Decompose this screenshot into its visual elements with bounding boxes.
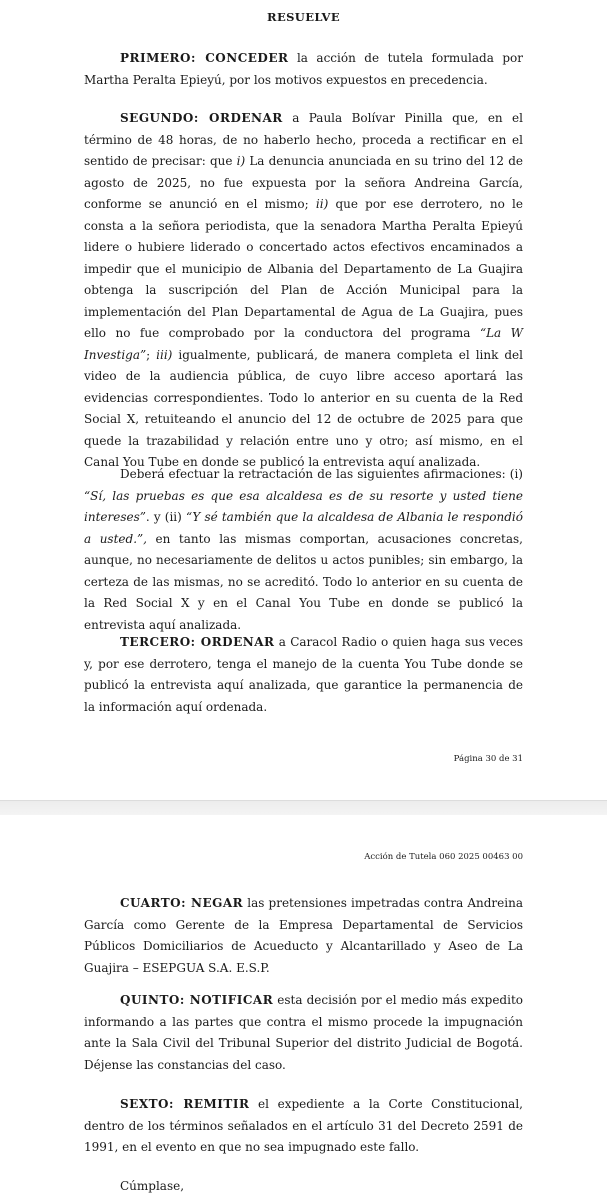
primero-text: la acción de tutela formulada por Martha Peralta Epieyú, por los motivos expuestos en precedencia. bbox=[84, 51, 523, 87]
closing-text: Cúmplase, bbox=[120, 1179, 185, 1193]
tercero-text: a Caracol Radio o quien haga sus veces y, por ese derrotero, tenga el manejo de la cuenta You Tube donde se publicó la entrevista aquí analizada, que garantice la permanencia de la información aquí ordenada. bbox=[84, 635, 523, 714]
segundo-text-1: a Paula Bolívar Pinilla que, en el término de 48 horas, de no haberlo hecho, proceda a rectificar en el sentido de precisar: que bbox=[84, 111, 523, 168]
page-number-footer: Página 30 de 31 bbox=[453, 754, 523, 764]
cuarto-paragraph bbox=[84, 893, 523, 979]
tercero-paragraph-block bbox=[84, 632, 523, 718]
primero-paragraph-block bbox=[84, 48, 523, 91]
segundo-item-iii: iii) bbox=[156, 347, 173, 362]
cuarto-paragraph-block bbox=[84, 893, 523, 979]
closing-block bbox=[84, 1176, 523, 1198]
document-page-31 bbox=[0, 815, 607, 1200]
quinto-label: QUINTO: NOTIFICAR bbox=[120, 993, 274, 1007]
primero-paragraph bbox=[84, 48, 523, 91]
sexto-paragraph-block bbox=[84, 1094, 523, 1159]
retractacion-quote-2: “Y sé también que la alcaldesa de Albania le respondió a usted.”, bbox=[84, 510, 523, 546]
segundo-program-name: “La W Investiga” bbox=[84, 326, 524, 362]
segundo-paragraph bbox=[84, 108, 523, 474]
sexto-text: el expediente a la Corte Constitucional, dentro de los términos señalados en el artículo 31 del Decreto 2591 de 1991, en el evento en que no sea impugnado este fallo. bbox=[84, 1097, 523, 1154]
retractacion-paragraph bbox=[84, 464, 523, 636]
segundo-paragraph-block bbox=[84, 108, 523, 474]
retractacion-text-1: Deberá efectuar la retractación de las siguientes afirmaciones: (i) bbox=[120, 467, 523, 481]
segundo-item-ii: ii) bbox=[315, 197, 329, 211]
tercero-label: TERCERO: ORDENAR bbox=[120, 635, 275, 649]
segundo-item-i: i) bbox=[236, 154, 246, 168]
sexto-label: SEXTO: REMITIR bbox=[120, 1097, 250, 1111]
retractacion-text-3: en tanto las mismas comportan, acusaciones concretas, aunque, no necesariamente de delitos u actos punibles; sin embargo, la certeza de las mismas, no se acreditó. Todo lo anterior en su cuenta de la Red Social X y en el Canal You Tube en donde se publicó la entrevista aquí analizada. bbox=[84, 531, 523, 632]
retractacion-text-2: . y (ii) bbox=[145, 510, 186, 524]
resolution-heading: RESUELVE bbox=[266, 10, 341, 24]
segundo-label: SEGUNDO: ORDENAR bbox=[120, 111, 283, 125]
case-number-header: Acción de Tutela 060 2025 00463 00 bbox=[364, 852, 523, 862]
tercero-paragraph bbox=[84, 632, 523, 718]
retractacion-paragraph-block bbox=[84, 464, 523, 636]
sexto-paragraph bbox=[84, 1094, 523, 1159]
cuarto-text: las pretensiones impetradas contra Andreina García como Gerente de la Empresa Departamental de Servicios Públicos Domiciliarios de Acueducto y Alcantarillado y Aseo de La Guajira – ESEPGUA S.A. E.S.P. bbox=[84, 896, 523, 975]
primero-label: PRIMERO: CONCEDER bbox=[120, 51, 289, 65]
quinto-paragraph-block bbox=[84, 990, 523, 1076]
retractacion-quote-1: “Sí, las pruebas es que esa alcaldesa es de su resorte y usted tiene intereses” bbox=[84, 488, 523, 524]
segundo-text-4: ; bbox=[146, 347, 157, 362]
cuarto-label: CUARTO: NEGAR bbox=[120, 896, 244, 910]
segundo-text-2: La denuncia anunciada en su trino del 12 de agosto de 2025, no fue expuesta por la señora Andreina García, conforme se anunció en el mismo; bbox=[84, 154, 523, 211]
segundo-text-5: igualmente, publicará, de manera completa el link del video de la audiencia pública, de cuyo libre acceso aportará las evidencias correspondientes. Todo lo anterior en su cuenta de la Red Social X, retuiteando el anuncio del 12 de octubre de 2025 para que quede la trazabilidad y relación entre uno y otro; así mismo, en el Canal You Tube en donde se publicó la entrevista aquí analizada. bbox=[84, 347, 523, 469]
segundo-text-3: que por ese derrotero, no le consta a la señora periodista, que la senadora Martha Peralta Epieyú lidere o hubiere liderado o concertado actos efectivos encaminados a impedir que el municipio de Albania del Departamento de La Guajira obtenga la suscripción del Plan de Acción Municipal para la implementación del Plan Departamental de Agua de La Guajira, pues ello no fue comprobado por la conductora del programa bbox=[84, 197, 523, 340]
quinto-text: esta decisión por el medio más expedito informando a las partes que contra el mismo procede la impugnación ante la Sala Civil del Tribunal Superior del distrito Judicial de Bogotá. Déjense las constancias del caso. bbox=[84, 993, 523, 1072]
page-separator bbox=[0, 800, 607, 816]
quinto-paragraph bbox=[84, 990, 523, 1076]
